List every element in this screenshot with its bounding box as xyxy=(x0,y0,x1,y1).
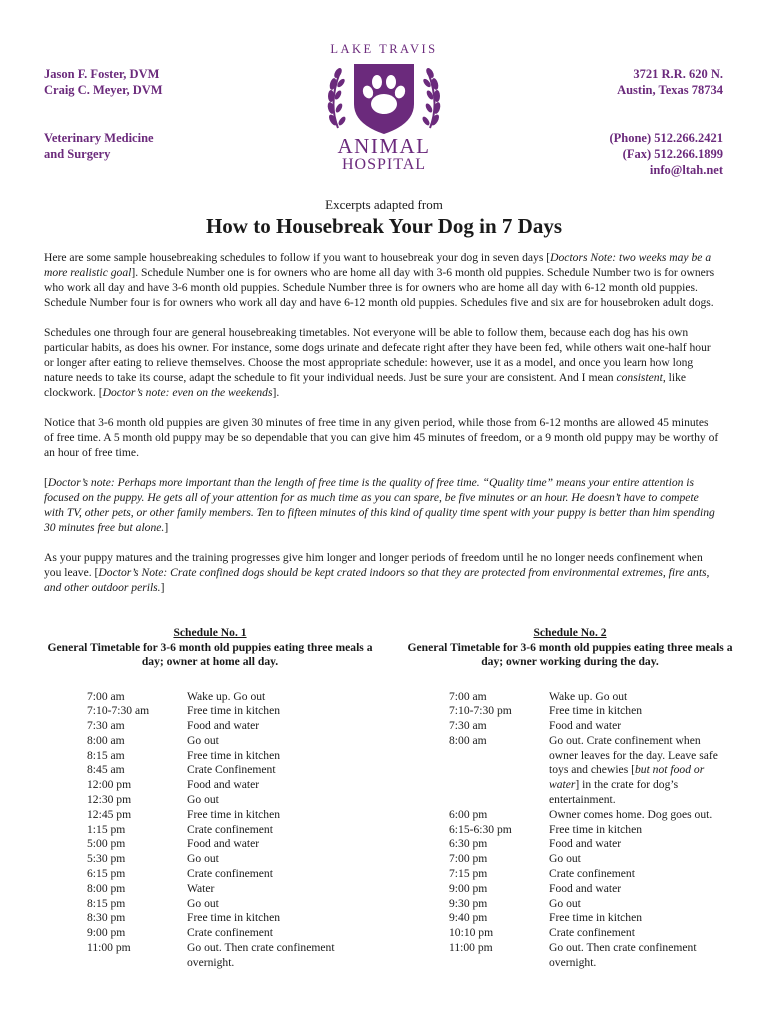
time: 8:15 am xyxy=(87,748,125,762)
schedule-row xyxy=(40,749,380,764)
schedule-heading xyxy=(400,626,740,670)
time: 12:30 pm xyxy=(87,793,132,807)
time: 11:00 pm xyxy=(449,941,493,955)
schedule-row xyxy=(40,763,380,778)
time: 8:00 am xyxy=(449,733,487,747)
activity: Free time in kitchen xyxy=(187,807,281,821)
phone: (Phone) 512.266.2421 xyxy=(609,131,723,145)
specialty-line: and Surgery xyxy=(44,147,111,161)
time: 10:10 pm xyxy=(449,926,494,940)
time: 5:30 pm xyxy=(87,852,126,866)
hospital-logo xyxy=(318,42,450,178)
activity: Food and water xyxy=(187,778,260,792)
schedule-row xyxy=(40,793,380,808)
time: 1:15 pm xyxy=(87,822,126,836)
activity: Food and water xyxy=(549,719,622,733)
time: 8:45 am xyxy=(87,763,125,777)
doctor-note: Doctor’s note: Perhaps more important than the length of free time is the quality of free time. “Quality time” means your entire attention is focused on the puppy. He gets all of your attention for as much time as you can spare, be five minutes or an hour. He doesn’t have to compete with TV, other pets, or other family members. Ten to fifteen minutes of this kind of quality time spent with your puppy is better than him spending 30 minutes free but alone. xyxy=(44,476,715,534)
activity: Go out xyxy=(187,733,219,747)
activity: Food and water xyxy=(187,837,260,851)
schedule-heading xyxy=(40,626,380,670)
schedule-row xyxy=(400,882,740,897)
schedule-number: Schedule No. 1 xyxy=(173,626,247,639)
time: 8:15 pm xyxy=(87,896,126,910)
schedule-row xyxy=(400,852,740,867)
doctor-note: Doctors Note: two weeks may be a more realistic goal xyxy=(44,251,712,279)
article-body xyxy=(44,250,720,610)
fax: (Fax) 512.266.1899 xyxy=(622,147,723,161)
text: As your puppy matures and the training progresses give him longer and longer periods of freedom until he no longer needs confinement when you leave. [ xyxy=(44,551,703,579)
activity: Free time in kitchen xyxy=(549,704,643,718)
schedule-row xyxy=(40,926,380,941)
activity: Free time in kitchen xyxy=(187,704,281,718)
activity: Free time in kitchen xyxy=(187,911,281,925)
time: 7:00 pm xyxy=(449,852,488,866)
activity: Go out. Then crate confinement overnight. xyxy=(549,941,697,969)
text: Go out. Crate confinement when owner leaves for the day. Leave safe toys and chewies [ xyxy=(549,733,718,777)
email: info@ltah.net xyxy=(649,163,723,177)
schedule-row xyxy=(40,823,380,838)
time: 8:00 am xyxy=(87,733,125,747)
schedule-row xyxy=(40,941,380,971)
schedule-description: General Timetable for 3-6 month old puppies eating three meals a day; owner working during the day. xyxy=(407,640,733,668)
schedule-row xyxy=(400,823,740,838)
schedule-description: General Timetable for 3-6 month old puppies eating three meals a day; owner at home all day. xyxy=(47,640,373,668)
page-title: How to Housebreak Your Dog in 7 Days xyxy=(205,214,563,238)
time: 7:00 am xyxy=(87,689,125,703)
text: ] in the crate for dog’s entertainment. xyxy=(549,778,679,807)
time: 9:30 pm xyxy=(449,896,488,910)
activity: Go out xyxy=(187,852,219,866)
schedule-row xyxy=(40,704,380,719)
schedule-row xyxy=(40,778,380,793)
schedule-rows xyxy=(40,690,380,971)
activity: Crate Confinement xyxy=(187,763,276,777)
contact-info xyxy=(609,130,723,178)
text: ] xyxy=(160,581,165,594)
activity xyxy=(549,734,719,808)
doctor-names xyxy=(44,66,163,98)
schedule-row xyxy=(40,690,380,705)
text: , like clockwork. [ xyxy=(44,371,687,399)
activity: Free time in kitchen xyxy=(549,911,643,925)
doctor-note: Doctor’s note: even on the weekends xyxy=(102,386,273,399)
paragraph xyxy=(44,550,720,595)
schedule-row xyxy=(40,911,380,926)
time: 12:00 pm xyxy=(87,778,132,792)
schedule-row xyxy=(400,734,740,808)
address-line: 3721 R.R. 620 N. xyxy=(633,67,723,81)
schedule-row xyxy=(400,897,740,912)
time: 8:30 pm xyxy=(87,911,126,925)
activity: Go out. Then crate confinement overnight. xyxy=(187,941,335,969)
schedule-row xyxy=(400,837,740,852)
specialty xyxy=(44,130,154,162)
time: 9:00 pm xyxy=(449,881,488,895)
time: 6:15-6:30 pm xyxy=(449,822,512,836)
logo-top-text: LAKE TRAVIS xyxy=(330,42,438,56)
time: 6:30 pm xyxy=(449,837,488,851)
activity: Crate confinement xyxy=(187,867,273,881)
time: 7:00 am xyxy=(449,689,487,703)
doctor-name: Craig C. Meyer, DVM xyxy=(44,83,163,97)
schedule-row xyxy=(400,808,740,823)
activity: Free time in kitchen xyxy=(549,822,643,836)
time: 6:15 pm xyxy=(87,867,126,881)
text: ]. Schedule Number one is for owners who are home all day with 3-6 month old puppies. Schedule Number two is for owners who work all day and have 3-6 month old puppies. Schedule Number three is for owners who are home all day with 6-12 month old puppies. Schedule Number four is for owners who work all day and have 6-12 month old puppies. Schedules five and six are for housebroken adult dogs. xyxy=(44,266,715,309)
time: 8:00 pm xyxy=(87,881,126,895)
paw-print-icon xyxy=(324,58,444,138)
time: 11:00 pm xyxy=(87,941,131,955)
specialty-line: Veterinary Medicine xyxy=(44,131,154,145)
activity: Owner comes home. Dog goes out. xyxy=(549,807,713,821)
text: Schedules one through four are general housebreaking timetables. Not everyone will be able to follow them, because each dog has his own particular habits, as does his owner. For instance, some dogs urinate and defecate right after they have been fed, while others wait one-half hour or longer after eating to relieve themselves. Choose the most appropriate schedule: however, use it as a model, and once you learn how long nature needs to take its course, adapt the schedule to fit your individual needs. Just be sure your are consistent. And I mean xyxy=(44,326,711,384)
schedule-row xyxy=(400,911,740,926)
schedule-rows xyxy=(400,690,740,971)
schedule-row xyxy=(40,808,380,823)
activity: Go out xyxy=(187,793,219,807)
activity: Water xyxy=(187,881,215,895)
schedule-row xyxy=(400,941,740,971)
activity: Food and water xyxy=(549,881,622,895)
time: 12:45 pm xyxy=(87,807,132,821)
logo-hospital-text: HOSPITAL xyxy=(341,156,427,173)
time: 6:00 pm xyxy=(449,807,488,821)
activity: Wake up. Go out xyxy=(549,689,628,703)
time: 7:10-7:30 am xyxy=(87,704,150,718)
schedule-row xyxy=(40,897,380,912)
activity: Crate confinement xyxy=(549,926,635,940)
paragraph xyxy=(44,250,720,310)
paragraph xyxy=(44,325,720,400)
doctor-note: Doctor’s Note: Crate confined dogs should be kept crated indoors so that they are protected from environmental extremes, fire ants, and other outdoor perils. xyxy=(44,566,710,594)
text: ]. xyxy=(272,386,280,399)
activity: Crate confinement xyxy=(187,926,273,940)
activity: Crate confinement xyxy=(187,822,273,836)
schedule-row xyxy=(40,867,380,882)
schedule-row xyxy=(400,719,740,734)
emphasis: consistent xyxy=(616,371,663,384)
time: 7:15 pm xyxy=(449,867,488,881)
excerpt-label: Excerpts adapted from xyxy=(325,197,443,212)
time: 7:10-7:30 pm xyxy=(449,704,512,718)
time: 9:00 pm xyxy=(87,926,126,940)
activity: Food and water xyxy=(187,719,260,733)
schedule-row xyxy=(400,704,740,719)
paragraph xyxy=(44,475,720,535)
time: 9:40 pm xyxy=(449,911,488,925)
doctor-name: Jason F. Foster, DVM xyxy=(44,67,160,81)
schedule-row xyxy=(400,926,740,941)
activity: Go out xyxy=(549,852,581,866)
time: 7:30 am xyxy=(87,719,125,733)
time: 7:30 am xyxy=(449,719,487,733)
text: [ xyxy=(44,476,48,489)
activity: Go out xyxy=(187,896,219,910)
activity: Go out xyxy=(549,896,581,910)
activity: Crate confinement xyxy=(549,867,635,881)
schedule-row xyxy=(40,837,380,852)
text: ] xyxy=(164,521,169,534)
schedule-row xyxy=(40,734,380,749)
text: Here are some sample housebreaking schedules to follow if you want to housebreak your dog in seven days [ xyxy=(44,251,551,264)
schedule-2 xyxy=(400,626,740,971)
schedule-row xyxy=(40,882,380,897)
activity: Wake up. Go out xyxy=(187,689,266,703)
activity: Free time in kitchen xyxy=(187,748,281,762)
activity: Food and water xyxy=(549,837,622,851)
logo-animal-text: ANIMAL xyxy=(337,134,431,158)
schedule-number: Schedule No. 2 xyxy=(533,626,607,639)
schedule-row xyxy=(40,719,380,734)
time: 5:00 pm xyxy=(87,837,126,851)
address xyxy=(617,66,723,98)
schedule-row xyxy=(40,852,380,867)
schedule-1 xyxy=(40,626,380,971)
paragraph: Notice that 3-6 month old puppies are given 30 minutes of free time in any given period, while those from 6-12 months are allowed 45 minutes of free time. A 5 month old puppy may be so dependable that you can give him 45 minutes of freedom, or a 9 month old puppy may be worthy of an hour of free time. xyxy=(44,416,719,459)
schedule-row xyxy=(400,867,740,882)
schedule-row xyxy=(400,690,740,705)
address-line: Austin, Texas 78734 xyxy=(617,83,723,97)
emphasis: but not food or water xyxy=(549,763,705,792)
